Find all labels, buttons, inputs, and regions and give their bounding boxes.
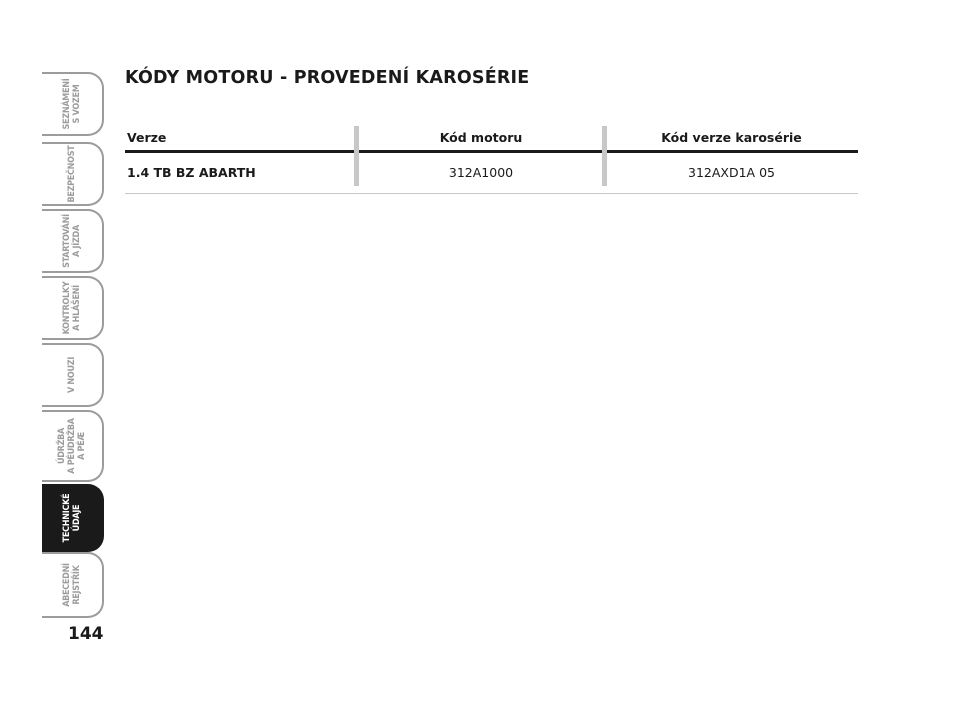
- tab-label-line: BEZPEČNOST: [67, 145, 77, 203]
- tab-bezpecnost[interactable]: [42, 142, 104, 206]
- page-number: 144: [68, 624, 104, 644]
- tab-label-line: SEZNÁMENÍ: [62, 78, 72, 130]
- tab-label-line: A HLÁŠENÍ: [72, 285, 82, 331]
- tab-label: [62, 494, 82, 543]
- tab-label: [67, 146, 77, 203]
- tab-label: [57, 418, 87, 473]
- tab-label-line: A PÉÆ: [77, 432, 87, 460]
- tab-label-line: A PÉUDRŽBA: [67, 418, 77, 474]
- header-rule: [125, 150, 858, 153]
- tab-abecedni-rejstrik[interactable]: [42, 552, 104, 618]
- tab-kontrolky-a-hlaseni[interactable]: [42, 276, 104, 340]
- cell-verze: 1.4 TB BZ ABARTH: [127, 165, 256, 180]
- header-verze: Verze: [127, 130, 167, 145]
- table-header-row: [125, 126, 858, 150]
- tab-startovani-a-jizda[interactable]: [42, 209, 104, 273]
- tab-label: [62, 79, 82, 130]
- tab-udrzba-a-pece[interactable]: [42, 410, 104, 482]
- tab-label-line: V NOUZI: [67, 356, 77, 394]
- tab-label: [62, 214, 82, 268]
- tab-label-line: KONTROLKY: [62, 281, 72, 335]
- chapter-sidebar: [0, 0, 110, 709]
- table-row: [125, 161, 858, 185]
- tab-label-line: A JÍZDA: [72, 225, 82, 257]
- header-kod-motoru: Kód motoru: [439, 130, 523, 145]
- row-rule: [125, 193, 858, 194]
- tab-label-line: ÚDAJE: [72, 504, 82, 532]
- tab-v-nouzi[interactable]: [42, 343, 104, 407]
- tab-technicke-udaje[interactable]: [42, 484, 104, 552]
- tab-label-line: STARTOVÁNÍ: [62, 214, 72, 268]
- tab-label-line: S VOZEM: [72, 84, 82, 124]
- cell-kod-motoru: 312A1000: [448, 165, 514, 180]
- tab-label-line: REJSTŘÍK: [72, 565, 82, 605]
- tab-label-line: ABECEDNÍ: [62, 563, 72, 607]
- tab-seznameni-s-vozem[interactable]: [42, 72, 104, 136]
- page-title: KÓDY MOTORU - PROVEDENÍ KAROSÉRIE: [125, 68, 530, 88]
- tab-label-line: TECHNICKÉ: [62, 493, 72, 543]
- engine-code-table: [125, 126, 858, 194]
- header-kod-verze-karoserie: Kód verze karosérie: [661, 130, 802, 145]
- tab-label: [62, 563, 82, 607]
- cell-kod-verze-karoserie: 312AXD1A 05: [688, 165, 775, 180]
- tab-label: [67, 357, 77, 393]
- tab-label: [62, 282, 82, 335]
- tab-label-line: ÚDRŽBA: [57, 427, 67, 465]
